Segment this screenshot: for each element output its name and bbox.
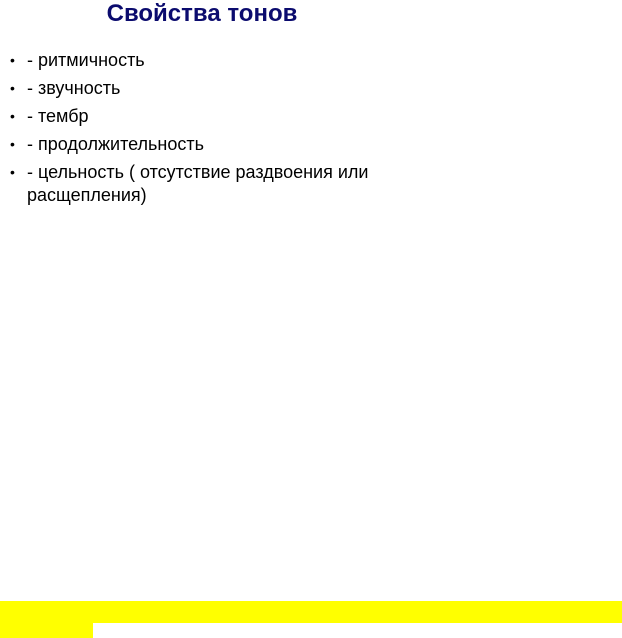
footer-accent-bar (0, 601, 622, 623)
list-item (10, 49, 370, 72)
bullet-icon: • (10, 136, 15, 152)
list-item (10, 133, 370, 156)
list-item (10, 77, 370, 100)
list-item (10, 105, 370, 128)
list-item-text: - продолжительность (27, 134, 204, 154)
bullet-icon: • (10, 80, 15, 96)
footer-accent-block (0, 623, 93, 638)
bullet-icon: • (10, 52, 15, 68)
slide-title: Свойства тонов (106, 0, 298, 27)
list-item (10, 161, 370, 207)
list-item-text: - ритмичность (27, 50, 145, 70)
bullet-list (10, 49, 370, 212)
list-item-text: - цельность ( отсутствие раздвоения или расщепления) (27, 162, 369, 205)
bullet-icon: • (10, 164, 15, 180)
bullet-icon: • (10, 108, 15, 124)
list-item-text: - тембр (27, 106, 89, 126)
list-item-text: - звучность (27, 78, 121, 98)
